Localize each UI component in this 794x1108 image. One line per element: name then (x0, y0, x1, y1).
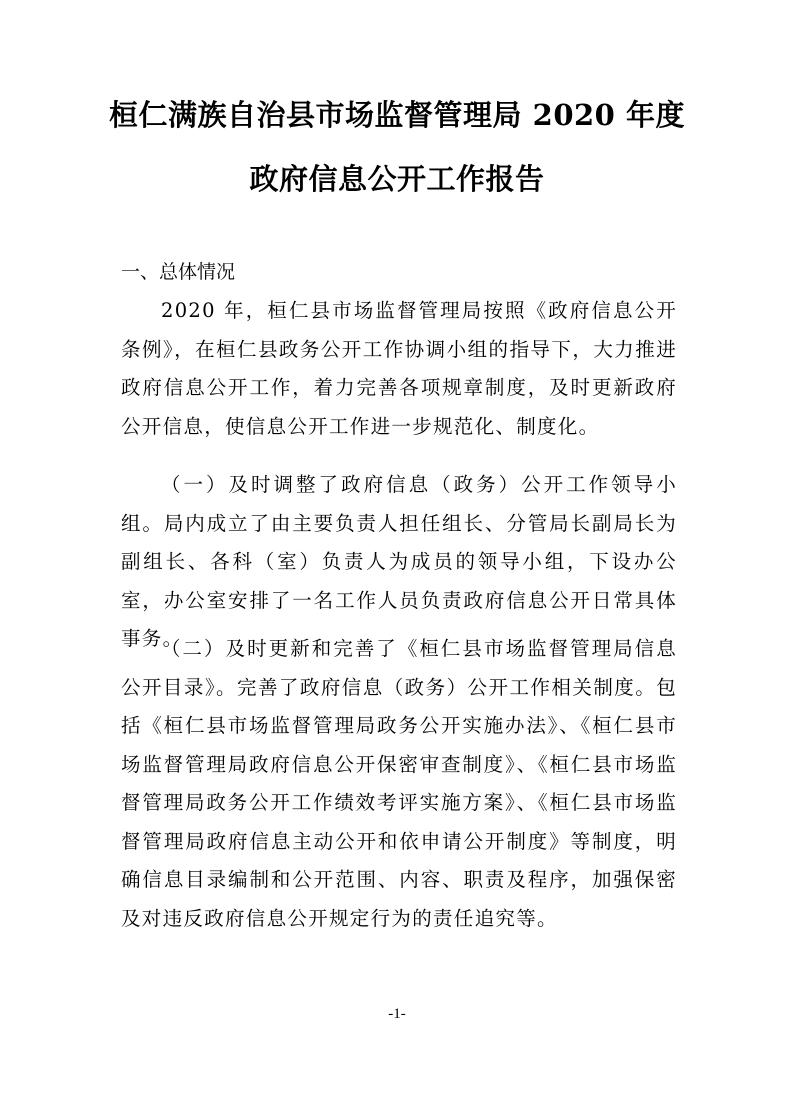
page-number: -1- (388, 1006, 406, 1022)
document-title-line-2: 政府信息公开工作报告 (249, 162, 545, 196)
paragraph-leadership-group: （一）及时调整了政府信息（政务）公开工作领导小组。局内成立了由主要负责人担任组长、分管局长副局长为副组长、各科（室）负责人为成员的领导小组，下设办公室，办公室安排了一名工作人员负责政府信息公开日常具体事务。 (121, 473, 677, 650)
paragraph-catalog-update: （二）及时更新和完善了《桓仁县市场监督管理局信息公开目录》。完善了政府信息（政务）公开工作相关制度。包括《桓仁县市场监督管理局政务公开实施办法》、《桓仁县市场监督管理局政府信息公开保密审查制度》、《桓仁县市场监督管理局政务公开工作绩效考评实施方案》、《桓仁县市场监督管理局政府信息主动公开和依申请公开制度》等制度，明确信息目录编制和公开范围、内容、职责及程序，加强保密及对违反政府信息公开规定行为的责任追究等。 (121, 637, 677, 930)
section-heading: 一、总体情况 (121, 261, 236, 283)
document-title-line-1: 桓仁满族自治县市场监督管理局 2020 年度 (109, 98, 685, 132)
paragraph-overview: 2020 年，桓仁县市场监督管理局按照《政府信息公开条例》，在桓仁县政务公开工作协调小组的指导下，大力推进政府信息公开工作，着力完善各项规章制度，及时更新政府公开信息，使信息公开工作进一步规范化、制度化。 (121, 299, 677, 438)
